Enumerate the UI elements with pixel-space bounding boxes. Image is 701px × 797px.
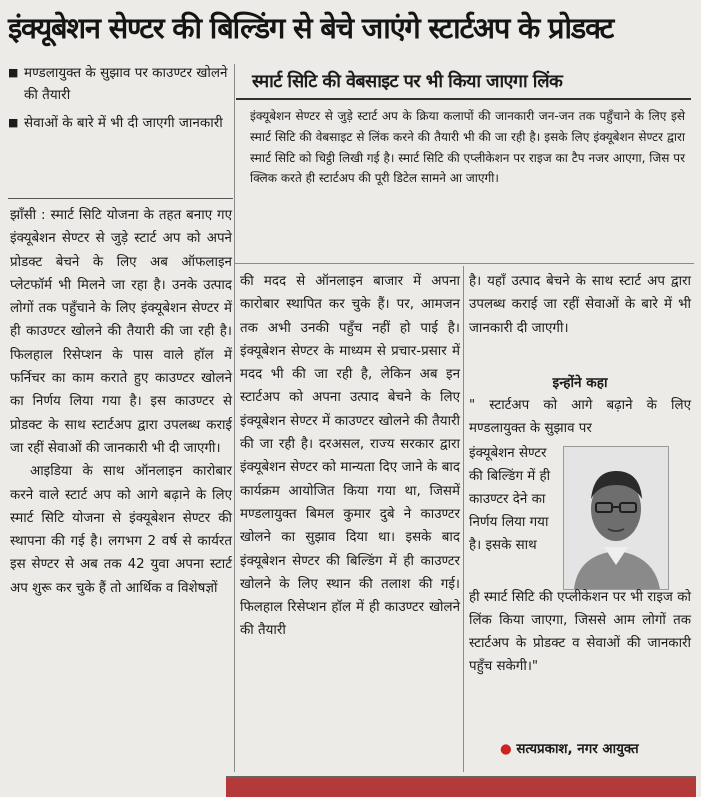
bullet-item bbox=[8, 112, 230, 134]
divider bbox=[8, 198, 233, 199]
bullet-item bbox=[8, 62, 230, 106]
quote-text: इंक्यूबेशन सेण्टर की बिल्डिंग में ही काउण्टर देने का निर्णय लिया गया है। इसके साथ bbox=[469, 446, 551, 553]
quote-heading: इन्होंने कहा bbox=[552, 375, 608, 391]
paragraph: झाँसी : स्मार्ट सिटि योजना के तहत बनाए गए इंक्यूबेशन सेण्टर से जुड़े स्टार्ट अप को अपने प्रोडक्ट बेचने के लिए अब ऑफलाइन प्लेटफॉर्म भी मिलने जा रहा है। उनके उत्पाद लोगों तक पहुँचाने के लिए इंक्यूबेशन सेण्टर में ही काउण्टर खोलने की तैयारी की जा रही है। फिलहाल रिसेप्शन के पास वाले हॉल में फर्निचर का काम कराते हुए काउण्टर खोलने का निर्णय लिया गया है। इस काउण्टर से प्रोडक्ट के साथ स्टार्टअप द्वारा उपलब्ध कराई जा रहीं सेवाओं की जानकारी भी दी जाएगी। bbox=[10, 208, 232, 456]
next-article-strip bbox=[226, 776, 696, 797]
sub-headline: स्मार्ट सिटि की वेबसाइट पर भी किया जाएगा लिंक bbox=[252, 71, 563, 92]
quote-text: ही स्मार्ट सिटि की एप्लीकेशन पर भी राइज को लिंक किया जाएगा, जिससे आम लोगों तक स्टार्टअप के प्रोडक्ट व सेवाओं की जानकारी पहुँच सकेगी।" bbox=[469, 590, 691, 674]
sub-story bbox=[236, 70, 691, 189]
person-icon bbox=[564, 447, 668, 589]
bullet-icon: ■ bbox=[8, 116, 19, 129]
headline: इंक्यूबेशन सेण्टर की बिल्डिंग से बेचे जाएंगे स्टार्टअप के प्रोडक्ट bbox=[8, 11, 614, 45]
divider bbox=[236, 98, 691, 100]
paragraph: है। यहाँ उत्पाद बेचने के साथ स्टार्ट अप द्वारा उपलब्ध कराई जा रहीं सेवाओं के बारे में भी जानकारी दी जाएगी। bbox=[469, 274, 691, 336]
article-column-3 bbox=[469, 270, 691, 340]
paragraph: की मदद से ऑनलाइन बाजार में अपना कारोबार स्थापित कर चुके हैं। पर, आमजन तक अभी उनकी पहुँच नहीं हो पाई है। इंक्यूबेशन सेण्टर के माध्यम से प्रचार-प्रसार में मदद भी की जा रही है, लेकिन अब इन स्टार्टअप को अपना उत्पाद बेचने के लिए इंक्यूबेशन सेण्टर में काउण्टर खोलने की तैयारी की जा रही है। दरअसल, राज्य सरकार द्वारा इंक्यूबेशन सेण्टर को मान्यता दिए जाने के बाद कार्यक्रम आयोजित किया गया था, जिसमें मण्डलायुक्त बिमल कुमार दुबे ने काउण्टर खोलने का सुझाव दिया था। इसके बाद इंक्यूबेशन सेण्टर की बिल्डिंग में ही काउण्टर खोलने के लिए स्थान की तलाश की गई। फिलहाल रिसेप्शन हॉल में ही काउण्टर खोलने की तैयारी bbox=[240, 274, 460, 639]
sub-story-text: इंक्यूबेशन सेण्टर से जुड़े स्टार्ट अप के क्रिया कलापों की जानकारी जन-जन तक पहुँचाने के लिए इसे स्मार्ट सिटि की वेबसाइट से लिंक करने की तैयारी भी की जा रही है। इसके लिए इंक्यूबेशन सेण्टर द्वारा स्मार्ट सिटि को चिट्ठी लिखी गई है। स्मार्ट सिटि की एप्लीकेशन पर राइज का टैप नजर आएगा, जिस पर क्लिक करते ही स्टार्टअप की पूरी डिटेल सामने आ जाएगी। bbox=[250, 109, 685, 186]
divider bbox=[234, 263, 694, 264]
column-divider bbox=[463, 266, 464, 772]
paragraph: आइडिया के साथ ऑनलाइन कारोबार करने वाले स्टार्ट अप को आगे बढ़ाने के लिए स्मार्ट सिटि योजना से इंक्यूबेशन सेण्टर की स्थापना की गई है। लगभग 2 वर्ष से कार्यरत इस सेण्टर से अब तक 42 युवा अपना स्टार्ट अप शुरू कर चुके हैं तो आर्थिक व विशेषज्ञों bbox=[10, 464, 232, 596]
bullet-text: मण्डलायुक्त के सुझाव पर काउण्टर खोलने की तैयारी bbox=[24, 65, 228, 103]
portrait-photo bbox=[563, 446, 669, 590]
bullet-icon: ● bbox=[500, 742, 512, 757]
article-column-2 bbox=[240, 270, 460, 643]
bullet-text: सेवाओं के बारे में भी दी जाएगी जानकारी bbox=[24, 115, 223, 131]
byline-text: सत्यप्रकाश, नगर आयुक्त bbox=[516, 742, 639, 757]
byline bbox=[500, 738, 695, 762]
bullet-list bbox=[8, 62, 230, 140]
column-divider bbox=[234, 64, 235, 772]
article-column-1 bbox=[10, 204, 232, 600]
quote-text: " स्टार्टअप को आगे बढ़ाने के लिए मण्डलायुक्त के सुझाव पर bbox=[469, 398, 691, 436]
bullet-icon: ■ bbox=[8, 66, 19, 79]
